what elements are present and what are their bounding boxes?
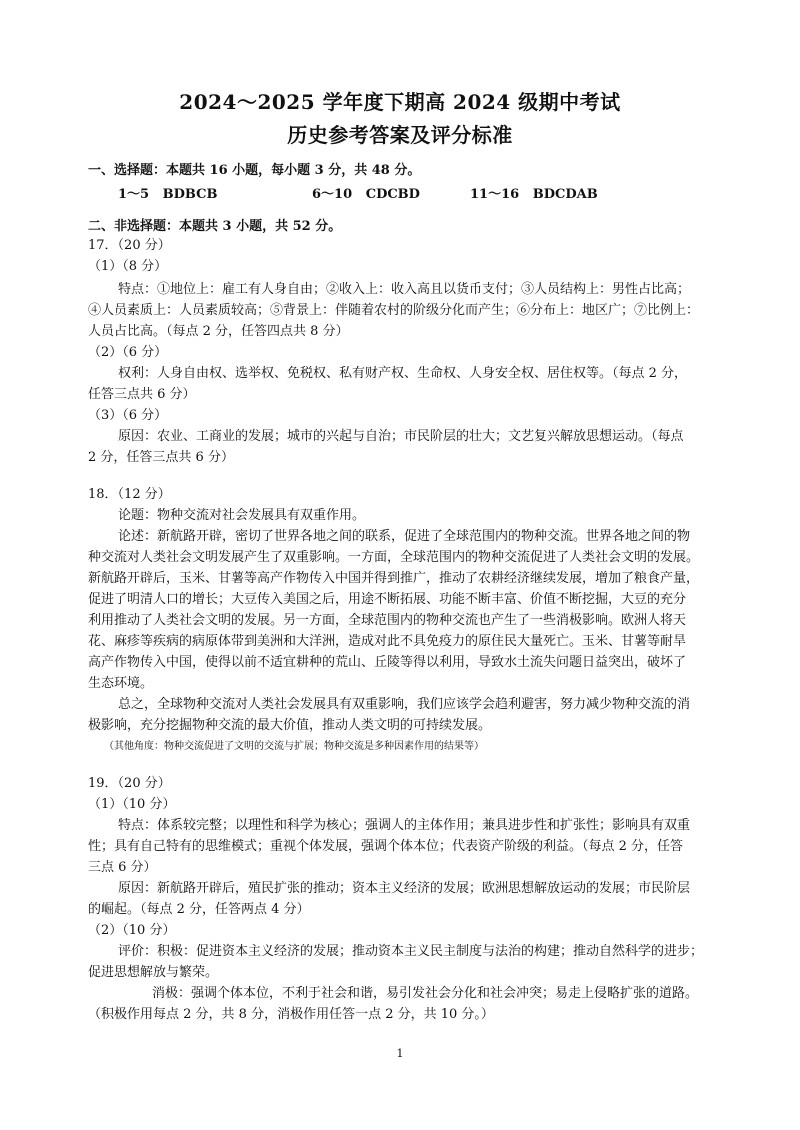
mcq-range-1: 1～5 BDBCB bbox=[118, 187, 218, 202]
q17-part2-label: （2）（6 分） bbox=[88, 345, 168, 360]
page-number: 1 bbox=[396, 1047, 404, 1060]
q19-part2-label: （2）（10 分） bbox=[88, 923, 176, 938]
q17-part2-line: 任答三点共 6 分） bbox=[88, 387, 196, 402]
q19-features-line: 性；具有自己特有的思维模式；重视个体发展，强调个体本位；代表资产阶级的利益。（每点 2 分，任答 bbox=[88, 839, 684, 854]
section2-heading: 二、非选择题：本题共 3 小题，共 52 分。 bbox=[88, 219, 342, 234]
q19-negative-line: 消极：强调个体本位，不利于社会和谐，易引发社会分化和社会冲突；易走上侵略扩张的道路。 bbox=[152, 986, 699, 1001]
q18-argument-line: 高产作物传入中国，使得以前不适宜耕种的荒山、丘陵等得以利用，导致水土流失问题日益突出，破坏了 bbox=[88, 655, 687, 670]
q18-thesis: 论题：物种交流对社会发展具有双重作用。 bbox=[118, 508, 366, 523]
q18-argument-line: 论述：新航路开辟，密切了世界各地之间的联系，促进了全球范围内的物种交流。世界各地之间的物 bbox=[118, 529, 691, 544]
q18-header: 18．（12 分） bbox=[88, 487, 171, 502]
q19-reasons-line: 原因：新航路开辟后，殖民扩张的推动；资本主义经济的发展；欧洲思想解放运动的发展；市民阶层 bbox=[118, 881, 691, 896]
q19-features-line: 特点：体系较完整；以理性和科学为核心；强调人的主体作用；兼具进步性和扩张性；影响具有双重 bbox=[118, 818, 691, 833]
q18-argument-line: 生态环境。 bbox=[88, 676, 154, 691]
q18-argument-line: 利用推动了人类社会文明的发展。另一方面，全球范围内的物种交流也产生了一些消极影响。欧洲人将天 bbox=[88, 613, 687, 628]
q17-header: 17．（20 分） bbox=[88, 238, 171, 253]
q19-reasons-line: 的崛起。（每点 2 分，任答两点 4 分） bbox=[88, 902, 310, 917]
q18-argument-line: 新航路开辟后，玉米、甘薯等高产作物传入中国并得到推广，推动了农耕经济继续发展，增加了粮食产量， bbox=[88, 571, 700, 586]
q17-part2-line: 权利：人身自由权、选举权、免税权、私有财产权、生命权、人身安全权、居住权等。（每点 2 分， bbox=[118, 366, 688, 381]
q18-argument-line: 促进了明清人口的增长；大豆传入美国之后，用途不断拓展、功能不断丰富、价值不断挖掘，大豆的充分 bbox=[88, 592, 687, 607]
q19-evaluation-line: 促进思想解放与繁荣。 bbox=[88, 965, 219, 980]
q19-features-line: 三点 6 分） bbox=[88, 860, 157, 875]
q18-other-angles: （其他角度：物种交流促进了文明的交流与扩展；物种交流是多种因素作用的结果等） bbox=[104, 741, 484, 752]
q18-summary-line: 极影响，充分挖掘物种交流的最大价值，推动人类文明的可持续发展。 bbox=[88, 718, 492, 733]
q17-part3-label: （3）（6 分） bbox=[88, 408, 168, 423]
q17-part1-label: （1）（8 分） bbox=[88, 259, 168, 274]
mcq-range-3: 11～16 BDCDAB bbox=[470, 187, 598, 202]
section1-heading: 一、选择题：本题共 16 小题，每小题 3 分，共 48 分。 bbox=[88, 163, 421, 178]
q18-argument-line: 花、麻疹等疾病的病原体带到美洲和大洋洲，造成对此不具免疫力的原住民大量死亡。玉米、甘薯等耐旱 bbox=[88, 634, 687, 649]
document-title: 2024～2025 学年度下期高 2024 级期中考试 bbox=[179, 90, 621, 114]
q17-part3-line: 原因：农业、工商业的发展；城市的兴起与自治；市民阶层的壮大；文艺复兴解放思想运动。（每点 bbox=[118, 429, 684, 444]
q17-part1-line: 人员占比高。（每点 2 分，任答四点共 8 分） bbox=[88, 324, 349, 339]
q18-argument-line: 种交流对人类社会文明发展产生了双重影响。一方面，全球范围内的物种交流促进了人类社会文明的发展。 bbox=[88, 550, 700, 565]
mcq-range-2: 6～10 CDCBD bbox=[312, 187, 420, 202]
q19-evaluation-line: 评价：积极：促进资本主义经济的发展；推动资本主义民主制度与法治的构建；推动自然科学的进步； bbox=[118, 944, 704, 959]
q19-scoring-note: （积极作用每点 2 分，共 8 分，消极作用任答一点 2 分，共 10 分。） bbox=[88, 1007, 494, 1022]
document-subtitle: 历史参考答案及评分标准 bbox=[287, 123, 513, 147]
q19-header: 19．（20 分） bbox=[88, 776, 171, 791]
q19-part1-label: （1）（10 分） bbox=[88, 797, 176, 812]
q17-part1-line: 特点：①地位上：雇工有人身自由；②收入上：收入高且以货币支付；③人员结构上：男性占比高； bbox=[118, 282, 691, 297]
q18-summary-line: 总之，全球物种交流对人类社会发展具有双重影响，我们应该学会趋利避害，努力减少物种交流的消 bbox=[118, 697, 691, 712]
q17-part1-line: ④人员素质上：人员素质较高；⑤背景上：伴随着农村的阶级分化而产生；⑥分布上：地区广；⑦比例上： bbox=[88, 303, 700, 318]
q17-part3-line: 2 分，任答三点共 6 分） bbox=[88, 450, 234, 465]
